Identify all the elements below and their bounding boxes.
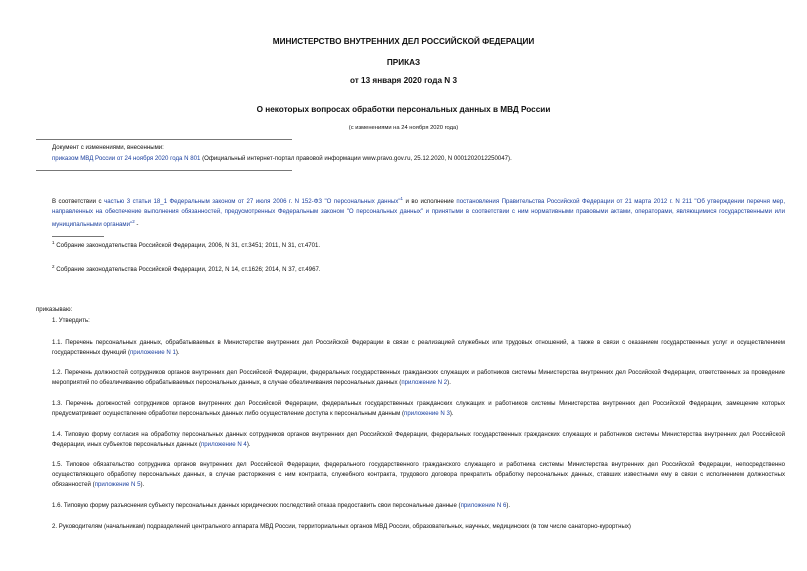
law-link[interactable]: частью 3 статьи 18_1 Федеральным законом от 27 июля 2006 г. N 152-ФЗ "О персональных данных" (104, 198, 401, 206)
document-date-number: от 13 января 2020 года N 3 (349, 76, 458, 85)
footnote-ref-2[interactable]: 2 (132, 219, 135, 225)
footnote-2: $^2$ Собрание законодательства Российской Федерации, 2012, N 14, ст.1626; 2014, N 37, ст.4967. (52, 264, 321, 274)
divider-top (36, 139, 292, 140)
appendix-link-3[interactable]: приложение N 3 (404, 410, 450, 418)
footnote-ref-1[interactable]: 1 (400, 196, 404, 201)
orders-text: приказываю: (36, 306, 73, 313)
item-1-3: 1.3. Перечень должностей сотрудников органов внутренних дел Российской Федерации, федеральных государственных гражданских служащих и работников системы Министерства внутренних дел Российской Федерации, замещение которых предусматривает осуществление обработки персональных данных либо осуществление доступа к персональным данным (приложение N 3). (52, 400, 785, 418)
appendix-link-4[interactable]: приложение N 4 (200, 441, 247, 449)
footnote-1: $^1$ Собрание законодательства Российской Федерации, 2006, N 31, ст.3451; 2011, N 31, ст.4701. (52, 240, 321, 250)
preamble: В соответствии с частью 3 статьи 18_1 Федеральным законом от 27 июля 2006 г. N 152-ФЗ "О персональных данных"$^1$ и во исполнение постановления Правительства Российской Федерации от 21 марта 2012 г. N 211 "Об утверждении перечня мер, направленных на обеспечение выполнения обязанностей, предусмотренных Федеральным законом "О персональных данных" и принятыми в соответствии с ним нормативными правовыми актами, операторами, являющимися государственными или муниципальными органами"$^2$ - (52, 196, 786, 229)
amendments-intro: Документ с изменениями, внесенными: (52, 144, 164, 151)
item-1-approve: 1. Утвердить: (52, 317, 90, 324)
footnote-divider (52, 236, 104, 237)
amendment-note: (с изменениями на 24 ноября 2020 года) (348, 125, 459, 131)
item-1-4: 1.4. Типовую форму согласия на обработку персональных данных сотрудников органов внутренних дел Российской Федерации, федеральных государственных гражданских служащих и работников системы Министерства внутренних дел Российской Федерации, иных субъектов персональных данных (приложение N 4). (52, 431, 785, 449)
item-1-2: 1.2. Перечень должностей сотрудников органов внутренних дел Российской Федерации, федеральных государственных гражданских служащих и работников системы Министерства внутренних дел Российской Федерации, ответственных за проведение мероприятий по обезличиванию обрабатываемых персональных данных, в случае обезличивания персональных данных (приложение N 2). (52, 369, 785, 387)
item-1-5: 1.5. Типовое обязательство сотрудника органов внутренних дел Российской Федерации, федерального государственного гражданского служащего и работника системы Министерства внутренних дел Российской Федерации, непосредственно осуществляющего обработку персональных данных, в случае расторжения с ним контракта, служебного контракта, трудового договора прекратить обработку персональных данных, ставших известными ему в связи с исполнением должностных обязанностей (приложение N 5). (52, 461, 785, 489)
item-1-1: 1.1. Перечень персональных данных, обрабатываемых в Министерстве внутренних дел Российской Федерации в связи с реализацией служебных или трудовых отношений, а также в связи с оказанием государственных услуг и осуществлением государственных функций (приложение N 1). (52, 339, 785, 357)
amendment-source: (Официальный интернет-портал правовой информации www.pravo.gov.ru, 25.12.2020, N 0001202012250047). (200, 155, 512, 162)
appendix-link-5[interactable]: приложение N 5 (94, 481, 141, 489)
document-type: ПРИКАЗ (386, 58, 421, 67)
government-decree-link[interactable]: постановления Правительства Российской Федерации от 21 марта 2012 г. N 211 "Об утверждении перечня мер, направленных на обеспечение выполнения обязанностей, предусмотренных Федеральным законом "О персональных данных" и принятыми в соответствии с ним нормативными правовыми актами, операторами, являющимися государственными или муниципальными органами" (52, 198, 786, 229)
ministry-title: МИНИСТЕРСТВО ВНУТРЕННИХ ДЕЛ РОССИЙСКОЙ ФЕДЕРАЦИИ (272, 37, 535, 46)
item-2: 2. Руководителям (начальникам) подразделений центрального аппарата МВД России, территориальных органов МВД России, образовательных, научных, медицинских (в том числе санаторно-курортных) (52, 523, 631, 530)
appendix-link-6[interactable]: приложение N 6 (460, 502, 507, 509)
divider-bottom (36, 170, 292, 171)
document-title: О некоторых вопросах обработки персональных данных в МВД России (256, 105, 551, 114)
appendix-link-1[interactable]: приложение N 1 (130, 349, 176, 357)
item-1-6: 1.6. Типовую форму разъяснения субъекту персональных данных юридических последствий отказа предоставить свои персональные данные (приложение N 6). (52, 502, 511, 509)
appendix-link-2[interactable]: приложение N 2 (401, 379, 448, 387)
amendments-line (52, 156, 512, 162)
amendment-link[interactable]: приказом МВД России от 24 ноября 2020 года N 801 (52, 155, 201, 162)
